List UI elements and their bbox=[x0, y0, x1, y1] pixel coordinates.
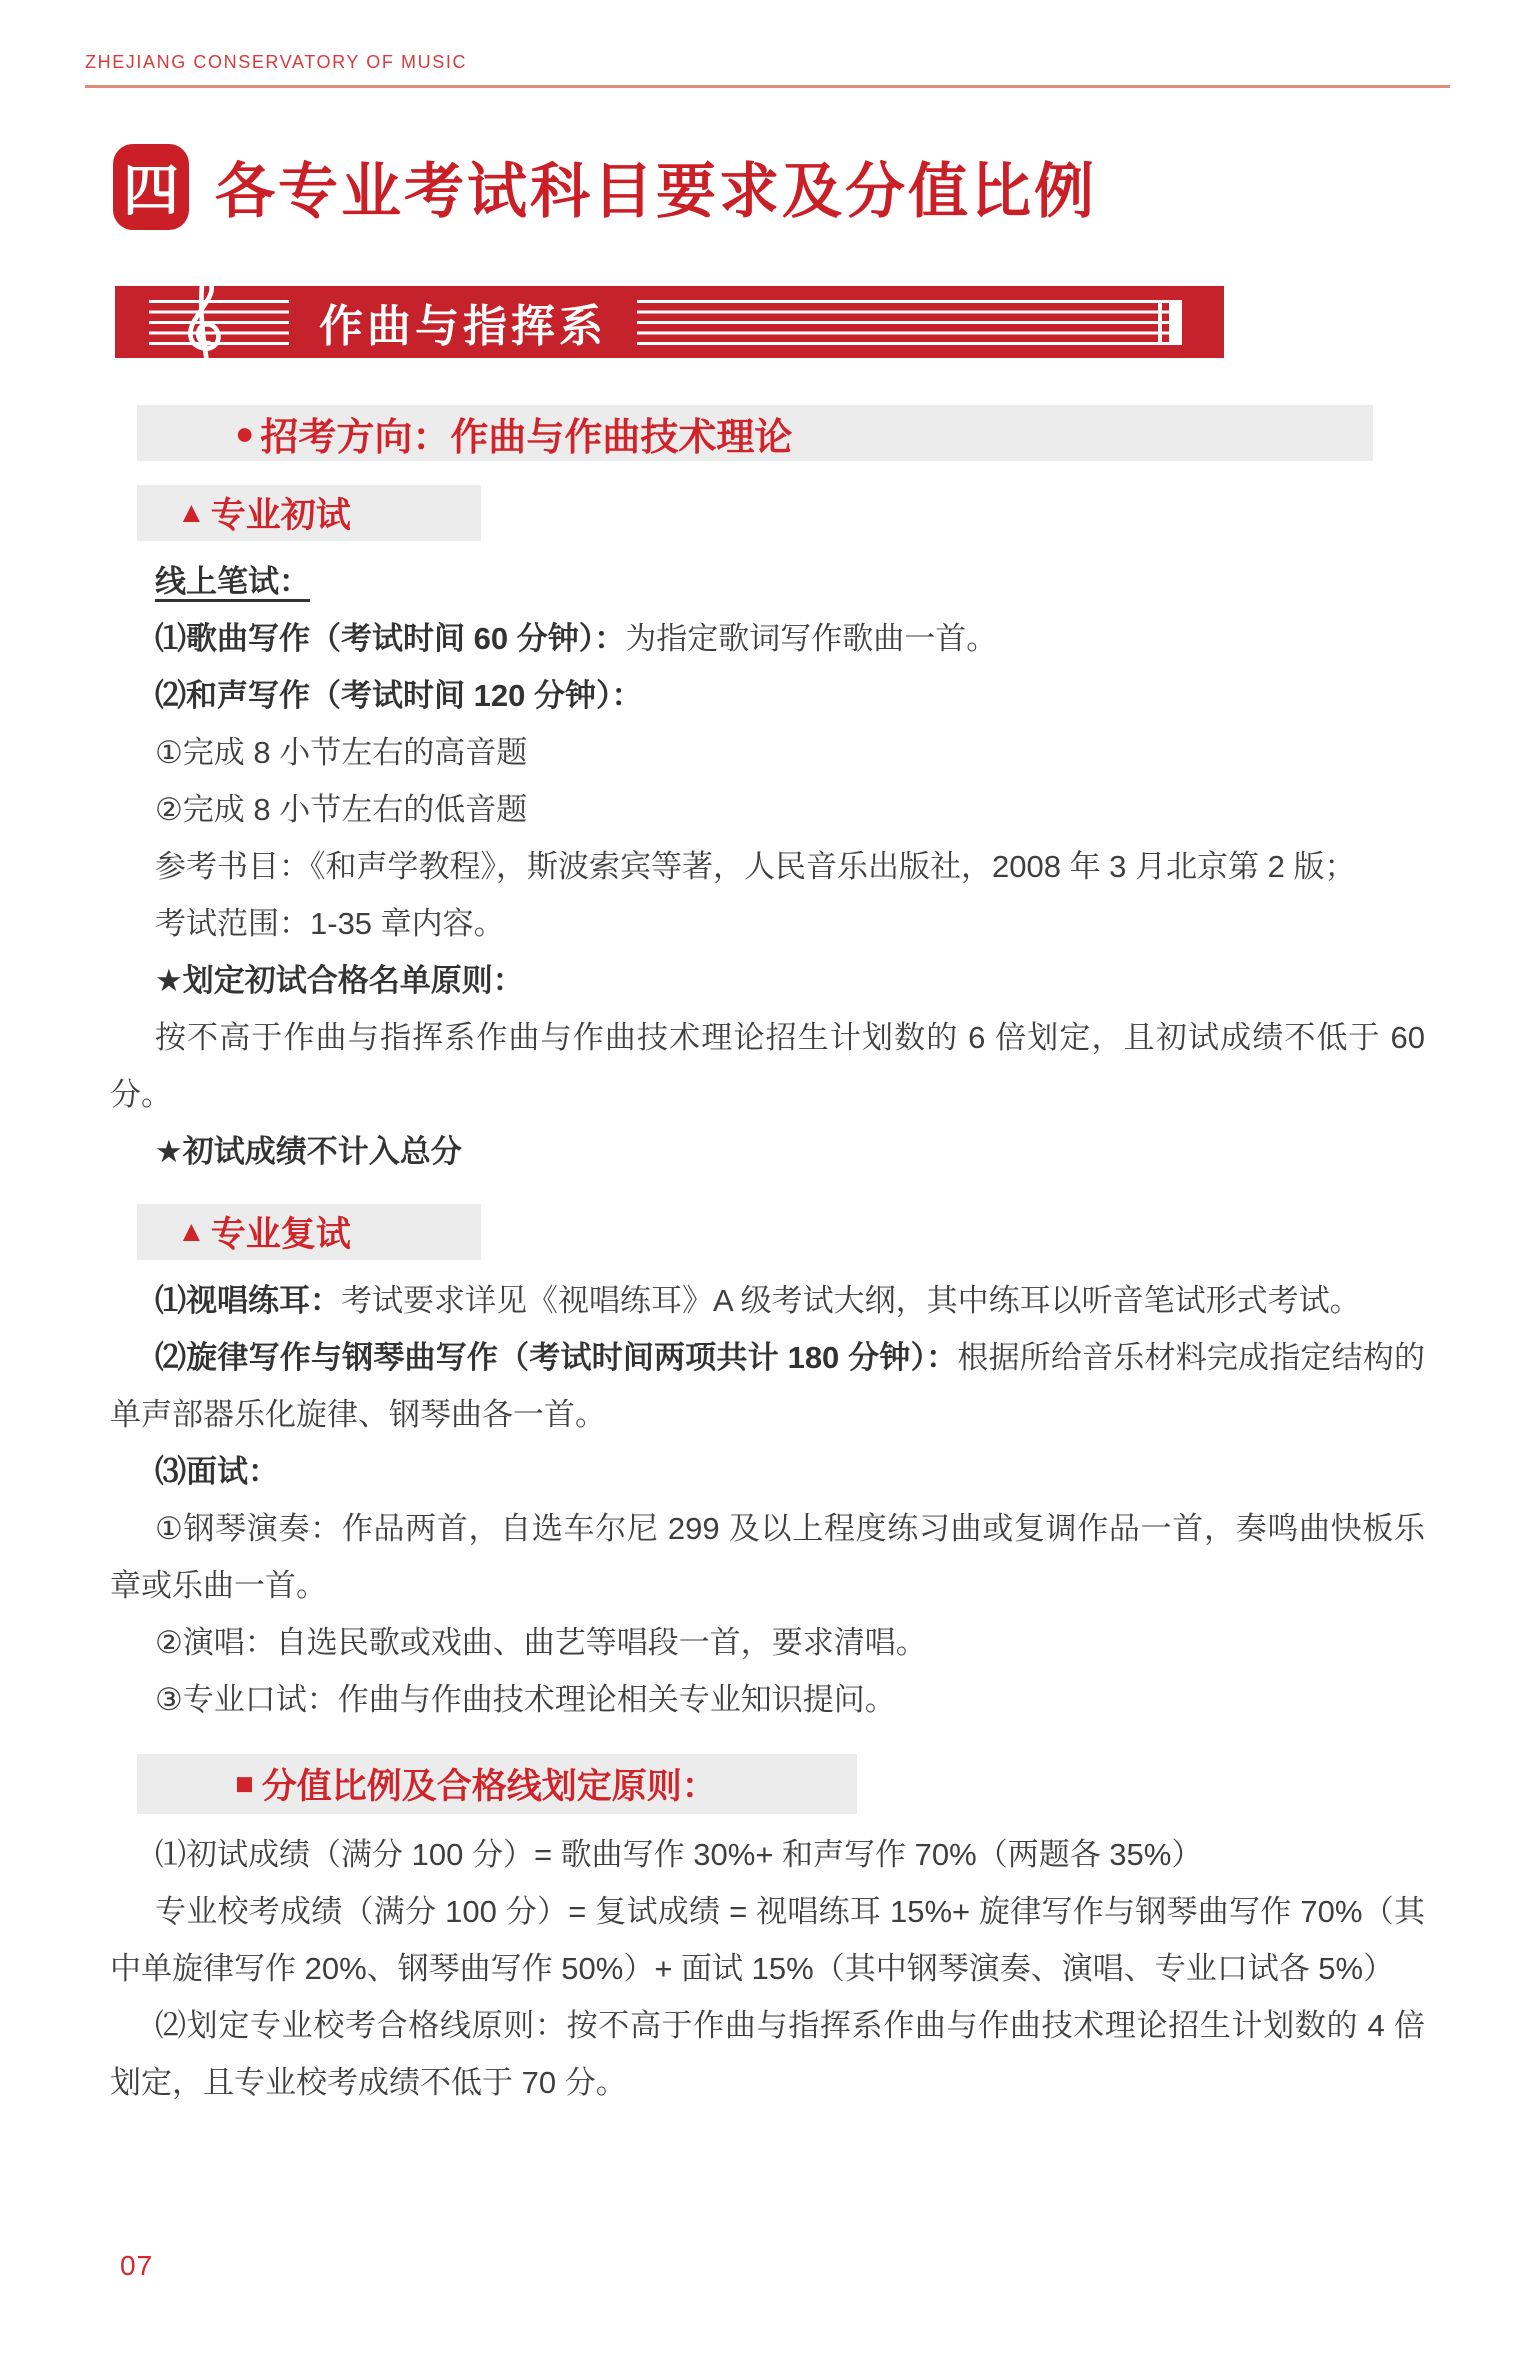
section-heading-retest-exam bbox=[137, 1204, 481, 1260]
paragraph-text: 考试要求详见《视唱练耳》A 级考试大纲，其中练耳以听音笔试形式考试。 bbox=[341, 1283, 1361, 1318]
score-ratio-body bbox=[0, 1826, 1535, 2111]
chapter-number-badge: 四 bbox=[113, 144, 189, 230]
paragraph-lead: ⑵和声写作（考试时间 120 分钟）： bbox=[155, 678, 643, 713]
paragraph-text: ②完成 8 小节左右的低音题 bbox=[155, 792, 528, 827]
circle-bullet-icon: ● bbox=[235, 414, 255, 451]
header-divider bbox=[85, 85, 1450, 88]
section-heading-label: 分值比例及合格线划定原则： bbox=[261, 1767, 717, 1806]
section-heading-label: 专业初试 bbox=[210, 496, 351, 535]
paragraph bbox=[110, 1123, 1425, 1180]
paragraph-lead: ★划定初试合格名单原则： bbox=[155, 963, 524, 998]
paragraph-text: 考试范围：1-35 章内容。 bbox=[155, 906, 505, 941]
square-bullet-icon: ■ bbox=[235, 1766, 254, 1801]
initial-exam-body bbox=[0, 553, 1535, 1180]
triangle-icon: ▲ bbox=[177, 496, 206, 529]
paragraph bbox=[110, 553, 1425, 610]
chapter-heading bbox=[113, 144, 1535, 230]
paragraph-lead: 线上笔试： bbox=[155, 564, 310, 599]
paragraph bbox=[110, 1883, 1425, 1997]
paragraph bbox=[110, 1272, 1425, 1329]
paragraph bbox=[110, 1614, 1425, 1671]
final-barline-thick bbox=[1169, 300, 1182, 345]
paragraph bbox=[110, 1009, 1425, 1123]
paragraph bbox=[110, 1329, 1425, 1443]
paragraph-text: ⑵划定专业校考合格线原则：按不高于作曲与指挥系作曲与作曲技术理论招生计划数的 4 倍划定，且专业校考成绩不低于 70 分。 bbox=[110, 2008, 1425, 2100]
staff-lines-left bbox=[149, 300, 289, 345]
paragraph-text: ③专业口试：作曲与作曲技术理论相关专业知识提问。 bbox=[155, 1682, 896, 1717]
chapter-title: 各专业考试科目要求及分值比例 bbox=[215, 159, 1097, 225]
paragraph bbox=[110, 1443, 1425, 1500]
section-heading-label: 专业复试 bbox=[210, 1215, 351, 1254]
department-banner bbox=[115, 286, 1224, 358]
paragraph-lead: ⑴歌曲写作（考试时间 60 分钟）： bbox=[155, 621, 626, 656]
paragraph-text: ②演唱：自选民歌或戏曲、曲艺等唱段一首，要求清唱。 bbox=[155, 1625, 927, 1660]
paragraph bbox=[110, 952, 1425, 1009]
staff-lines-right bbox=[637, 300, 1182, 345]
paragraph-text: ①完成 8 小节左右的高音题 bbox=[155, 735, 528, 770]
organization-name: ZHEJIANG CONSERVATORY OF MUSIC bbox=[85, 52, 468, 72]
paragraph-text: 按不高于作曲与指挥系作曲与作曲技术理论招生计划数的 6 倍划定，且初试成绩不低于 60 分。 bbox=[110, 1020, 1425, 1112]
paragraph-text: 专业校考成绩（满分 100 分）= 复试成绩 = 视唱练耳 15%+ 旋律写作与钢琴曲写作 70%（其中单旋律写作 20%、钢琴曲写作 50%）+ 面试 15%（其中钢琴演奏、演唱、专业口试各 5%） bbox=[110, 1894, 1425, 1986]
paragraph-lead: ⑶面试： bbox=[155, 1454, 279, 1489]
paragraph-text: ⑴初试成绩（满分 100 分）= 歌曲写作 30%+ 和声写作 70%（两题各 35%） bbox=[155, 1837, 1203, 1872]
paragraph bbox=[110, 1500, 1425, 1614]
paragraph-lead: ⑵旋律写作与钢琴曲写作（考试时间两项共计 180 分钟）： bbox=[155, 1340, 958, 1375]
paragraph bbox=[110, 667, 1425, 724]
paragraph bbox=[110, 895, 1425, 952]
paragraph-text: 根据所给音乐材料完成指定结构的单声部器乐化旋律、钢琴曲各一首。 bbox=[110, 1340, 1425, 1432]
paragraph bbox=[110, 1671, 1425, 1728]
page-number: 07 bbox=[120, 2250, 154, 2281]
paragraph bbox=[110, 781, 1425, 838]
paragraph-lead: ★初试成绩不计入总分 bbox=[155, 1134, 462, 1169]
paragraph bbox=[110, 1997, 1425, 2111]
triangle-icon: ▲ bbox=[177, 1215, 206, 1248]
department-name: 作曲与指挥系 bbox=[319, 302, 607, 351]
paragraph-text: 为指定歌词写作歌曲一首。 bbox=[625, 621, 998, 656]
paragraph bbox=[110, 610, 1425, 667]
paragraph-text: ①钢琴演奏：作品两首，自选车尔尼 299 及以上程度练习曲或复调作品一首，奏鸣曲快板乐章或乐曲一首。 bbox=[110, 1511, 1425, 1603]
paragraph bbox=[110, 724, 1425, 781]
section-heading-score-ratio bbox=[137, 1754, 857, 1814]
paragraph-text: 参考书目：《和声学教程》，斯波索宾等著，人民音乐出版社，2008 年 3 月北京第 2 版； bbox=[155, 849, 1356, 884]
paragraph-lead: ⑴视唱练耳： bbox=[155, 1283, 341, 1318]
section-heading-initial-exam bbox=[137, 485, 481, 541]
paragraph bbox=[110, 1826, 1425, 1883]
retest-exam-body bbox=[0, 1272, 1535, 1728]
final-barline-thin bbox=[1158, 300, 1162, 345]
direction-heading bbox=[137, 405, 1373, 461]
direction-label: 招考方向：作曲与作曲技术理论 bbox=[260, 416, 793, 459]
treble-clef-icon bbox=[181, 268, 227, 390]
paragraph bbox=[110, 838, 1425, 895]
